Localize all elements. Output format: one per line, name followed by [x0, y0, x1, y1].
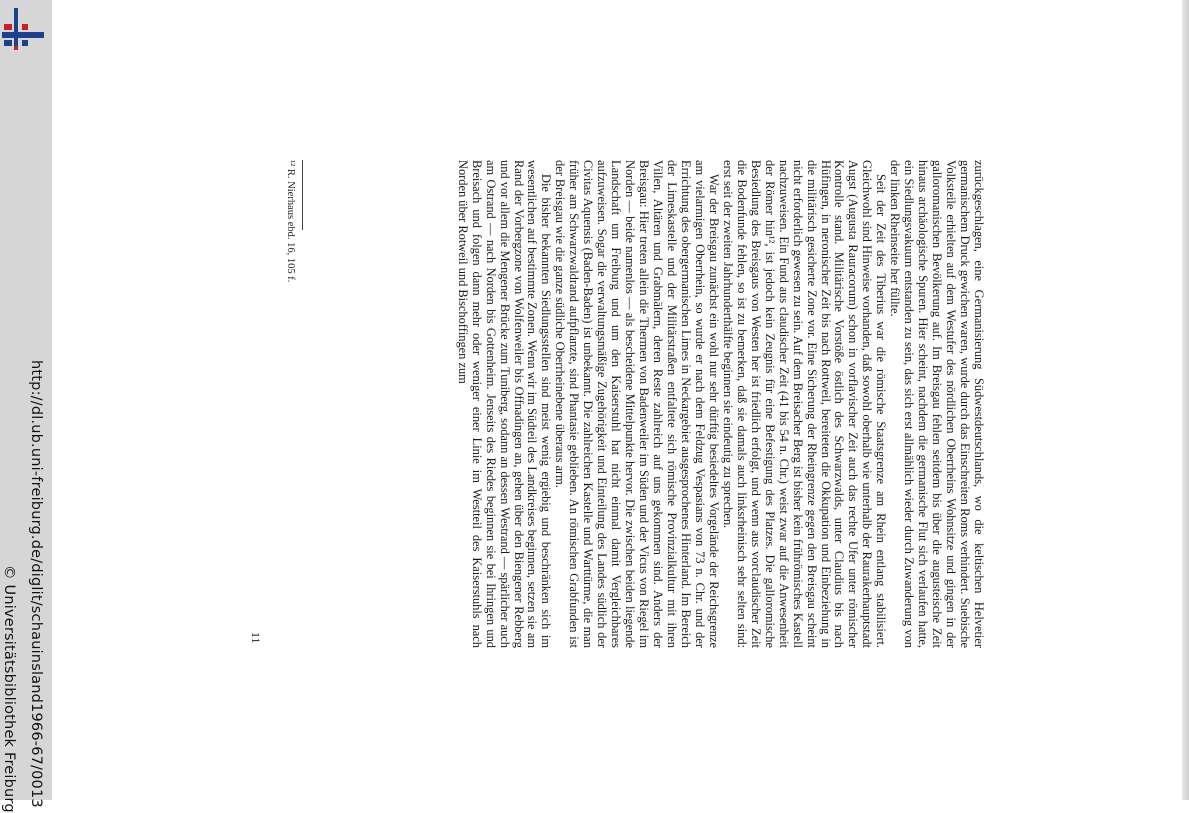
copyright-notice: © Universitätsbibliothek Freiburg: [1, 565, 17, 813]
sidebar: [0, 0, 52, 813]
paragraph: War der Breisgau zunächst ein wohl nur sehr dürftig besiedeltes Vorgelände der Reichsgrenze am vielarmigen Oberrhein, so wurde er nach dem Feldzug Vespasians von 73 n. Chr. und der Errichtung des obergermanischen Limes in Neckargebiet ausgesprochenes Hinterland. Im Bereich der Limeskastelle und der Militärstraßen entfaltete sich römische Provinzialkultur mit ihren Villen, Altären und Grabmälern, deren Reste zahlreich auf uns gekommen sind. Anders der Breisgau: Hier treten allein die Thermen von Badenweiler im Süden und der Vicus von Riegel im Norden — beide namenlos — als bescheidene Mittelpunkte hervor. Die zwischen beiden liegende Landschaft um Freiburg und um den Kaiserstuhl hat nicht einmal damit Vergleichbares aufzuweisen. Sogar die verwaltungsmäßige Zugehörigkeit und Einteilung des Landes südlich der Civitas Aquensis (Baden-Baden) ist unbekannt. Die zahlreichen Kastelle und Warttürme, die man früher am Schwarzwaldrand aufpflanzte, sind Phantasie geblieben. An römischen Grabfunden ist der Breisgau wie die ganze südliche Oberrheinebene überaus arm.: [553, 160, 721, 648]
page-edge: [1182, 0, 1189, 800]
source-url-link[interactable]: http://dl.ub.uni-freiburg.de/diglit/schauinsland1966-67/0013: [28, 360, 44, 808]
page-body-text: [455, 160, 985, 648]
paragraph: Seit der Zeit des Tiberius war die römische Staatsgrenze am Rhein entlang stabilisiert. Gleichwohl sind Hinweise vorhanden, daß sowohl oberhalb wie unterhalb der Raurakerhauptstadt Augst (Augusta Rauracorum) schon in vorflavischer Zeit auch das rechte Ufer unter römischer Kontrolle stand. Militärische Vorstöße östlich des Schwarzwalds, unter Claudius bis nach Hüfingen, in neronischer Zeit bis nach Rottweil, bereiteten die Okkupation und Einbeziehung in die militärisch gesicherte Zone vor. Eine Sicherung der Rheingrenze gegen den Breisgau scheint nicht erforderlich gewesen zu sein. Auf dem Breisacher Berg ist bisher kein frührömisches Kastell nachzuweisen. Ein Fund aus claudischer Zeit (41 bis 54 n. Chr.) weist zwar auf die Anwesenheit der Römer hin¹², ist jedoch kein Zeugnis für eine Befestigung des Platzes. Die galloromische Besiedlung des Breisgaus von Westen her ist friedlich erfolgt, und wenn aus vorclaudischer Zeit die Bodenfunde fehlen, so ist zu bemerken, daß sie damals auch linksrheinisch sehr selten sind: erst seit der zweiten Jahrhunderthälfte beginnen sie eindeutig zu sprechen.: [720, 160, 889, 648]
footnote-divider: [302, 160, 303, 230]
footnote: ¹² R. Nierhaus ebd. 16, 105 f.: [285, 160, 296, 283]
paragraph: zurückgeschlagen, eine Germanisierung Südwestdeutschlands, wo die keltischen Helvetier germanischem Druck gewichen waren, wurde durch das Einschreiten Roms verhindert. Suebische Volksteile erhielten auf dem Westufer des nördlichen Oberrheins Wohnsitze und gingen in der galloromanischen Bevölkerung auf. Im Breisgau fehlen seitdem bis über die augusteische Zeit hinaus archäologische Spuren. Hier scheint, nachdem die germanische Flut sich verlaufen hatte, ein Siedlungsvakuum entstanden zu sein, das sich erst allmählich wieder durch Zuwanderung von der linken Rheinseite her füllte.: [888, 160, 986, 648]
scanned-page: [245, 160, 985, 650]
ub-freiburg-logo-icon[interactable]: [2, 6, 44, 50]
page-number: 11: [249, 632, 263, 644]
paragraph: Die bisher bekannten Siedlungsstellen sind meist wenig ergiebig und beschränken sich im wesentlichen auf bestimmte Zonen. Wenn wir im Südteil des Landkreises beginnen, setzen sie am Rand der Vorbergzone von Wolfenweiler bis Offnadingen an, gehen über den Biengener Rebberg und vor allem die Mengener Brücke zum Tuniberg, sodann an dessen Westrand — spärlicher auch am Ostrand — nach Norden bis Gottenheim. Jenseits des Riedes beginnen sie bei Ihringen und Breisach und folgen dann mehr oder weniger einer Linie im Westteil des Kaiserstuhls nach Norden über Rotweil und Bischoffingen zum: [455, 160, 554, 648]
